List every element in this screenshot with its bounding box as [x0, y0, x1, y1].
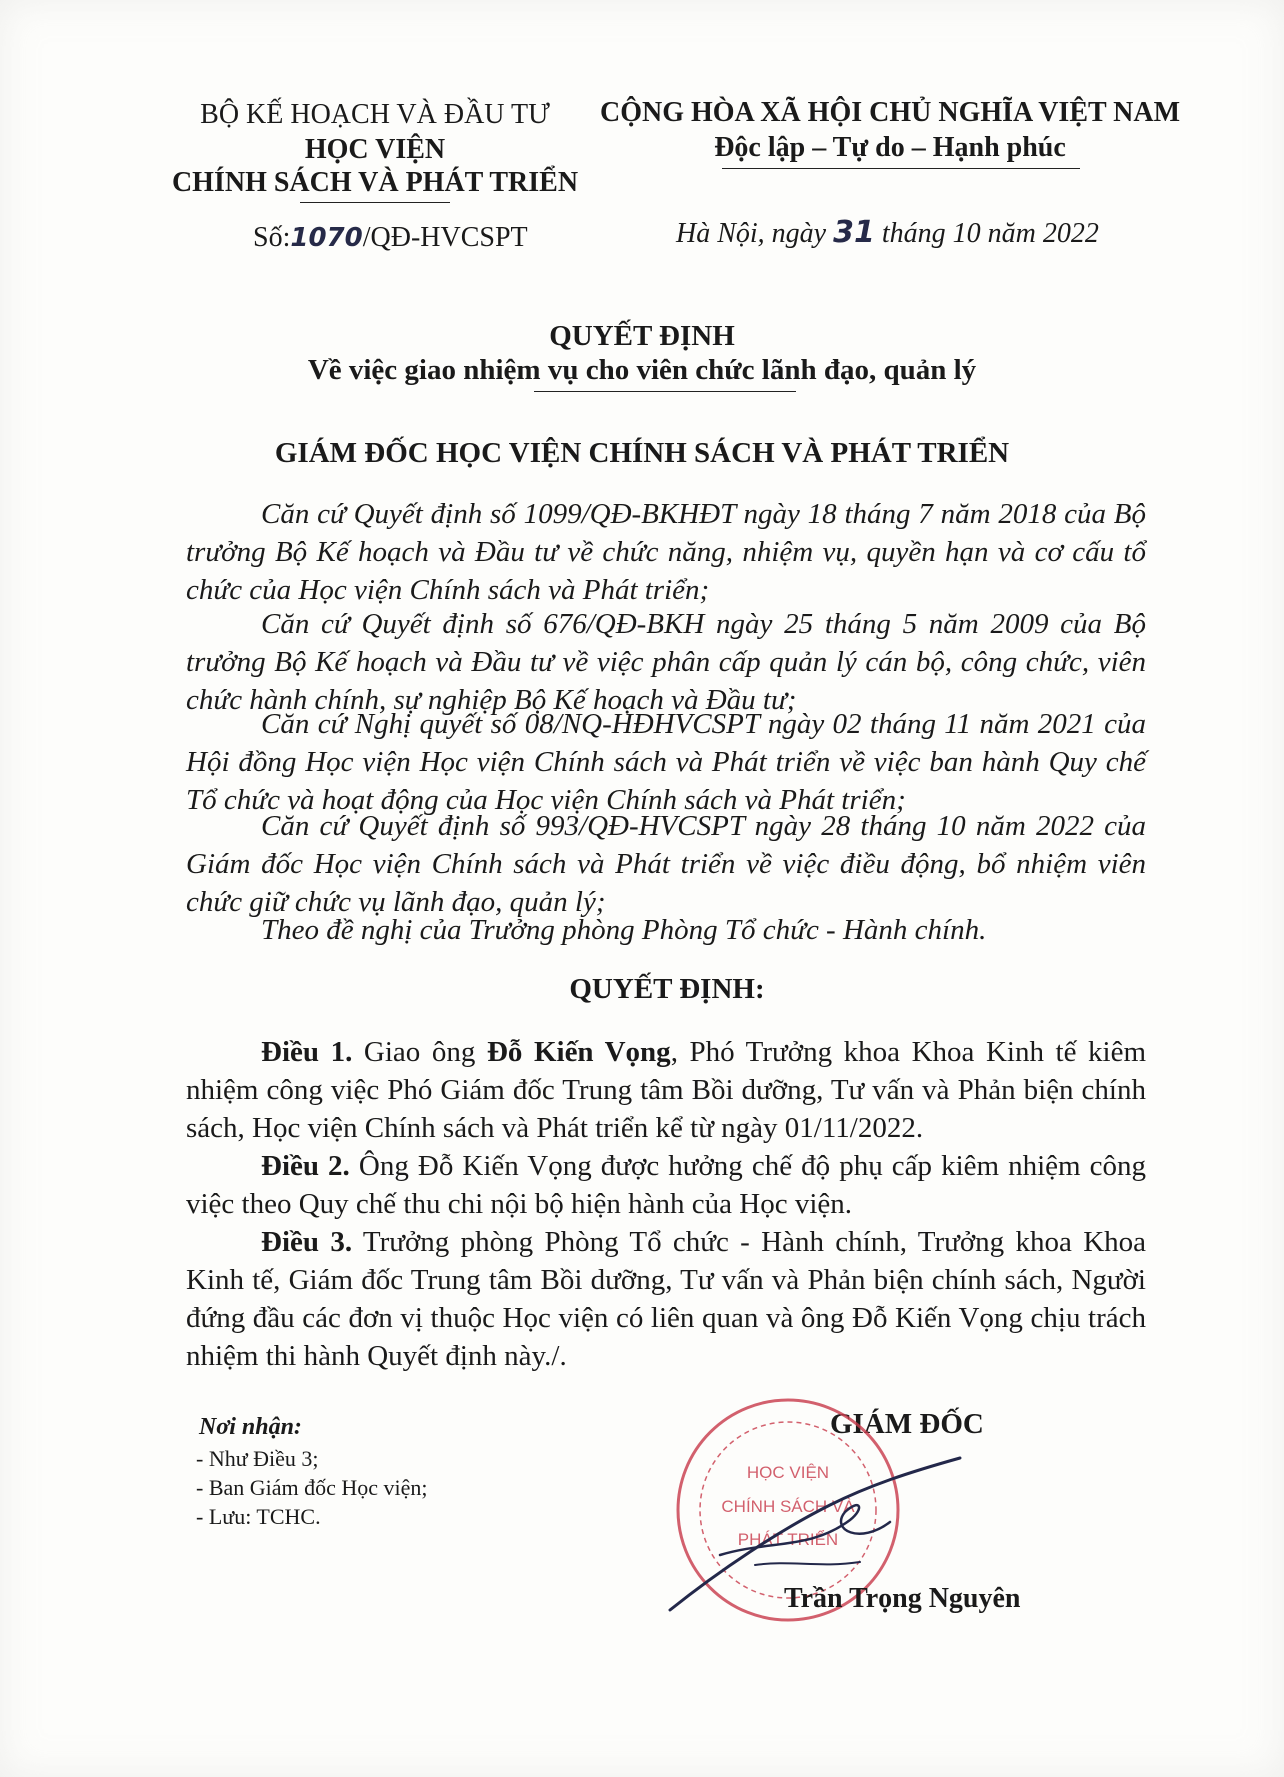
org-name-line1: HỌC VIỆN — [304, 134, 446, 165]
article-2-label: Điều 2. — [261, 1150, 350, 1182]
legal-basis-2: Căn cứ Quyết định số 676/QĐ-BKH ngày 25 tháng 5 năm 2009 của Bộ trưởng Bộ Kế hoạch và Đầu tư về việc phân cấp quản lý cán bộ, công chức, viên chức hành chính, sự nghiệp Bộ Kế hoạch và Đầu tư; — [186, 608, 1146, 716]
article-2: Điều 2. Ông Đỗ Kiến Vọng được hưởng chế độ phụ cấp kiêm nhiệm công việc theo Quy chế thu chi nội bộ hiện hành của Học viện. — [186, 1150, 1147, 1220]
document-subject: Về việc giao nhiệm vụ cho viên chức lãnh đạo, quản lý — [307, 354, 977, 386]
legal-basis-4: Căn cứ Quyết định số 993/QĐ-HVCSPT ngày 28 tháng 10 năm 2022 của Giám đốc Học viện Chính sách và Phát triển về việc điều động, bổ nhiệm viên chức giữ chức vụ lãnh đạo, quản lý; — [186, 810, 1146, 918]
number-suffix: /QĐ-HVCSPT — [362, 222, 528, 253]
article-1: Điều 1. Giao ông Đỗ Kiến Vọng, Phó Trưởng khoa Khoa Kinh tế kiêm nhiệm công việc Phó Giám đốc Trung tâm Bồi dưỡng, Tư vấn và Phản biện chính sách, Học viện Chính sách và Phát triển kể từ ngày 01/11/2022. — [186, 1036, 1147, 1144]
recipient-item: - Như Điều 3; — [196, 1446, 319, 1471]
org-name-line2: CHÍNH SÁCH VÀ PHÁT TRIỂN — [171, 167, 579, 198]
signer-name: Trần Trọng Nguyên — [784, 1583, 1021, 1614]
issuing-authority: GIÁM ĐỐC HỌC VIỆN CHÍNH SÁCH VÀ PHÁT TRIỂN — [274, 437, 1010, 469]
legal-basis-1: Căn cứ Quyết định số 1099/QĐ-BKHĐT ngày 18 tháng 7 năm 2018 của Bộ trưởng Bộ Kế hoạch và Đầu tư về chức năng, nhiệm vụ, quyền hạn và cơ cấu tổ chức của Học viện Chính sách và Phát triển; — [186, 498, 1146, 606]
proposal-line: Theo đề nghị của Trưởng phòng Phòng Tổ chức - Hành chính. — [261, 914, 987, 946]
date-day-handwritten: 31 — [833, 215, 875, 250]
article-3: Điều 3. Trưởng phòng Phòng Tổ chức - Hành chính, Trưởng khoa Khoa Kinh tế, Giám đốc Trung tâm Bồi dưỡng, Tư vấn và Phản biện chính sách, Người đứng đầu các đơn vị thuộc Học viện có liên quan và ông Đỗ Kiến Vọng chịu trách nhiệm thi hành Quyết định này./. — [186, 1226, 1147, 1372]
article-3-label: Điều 3. — [261, 1226, 353, 1258]
article-1-label: Điều 1. — [261, 1036, 353, 1068]
org-underline — [300, 202, 450, 203]
stamp-text-line3: PHÁT TRIỂN — [737, 1530, 839, 1549]
stamp-text-line2: CHÍNH SÁCH VÀ — [721, 1497, 855, 1516]
document-title: QUYẾT ĐỊNH — [549, 320, 735, 352]
ministry-name: BỘ KẾ HOẠCH VÀ ĐẦU TƯ — [200, 99, 550, 130]
country-name: CỘNG HÒA XÃ HỘI CHỦ NGHĨA VIỆT NAM — [600, 97, 1181, 128]
national-motto: Độc lập – Tự do – Hạnh phúc — [714, 132, 1066, 163]
number-handwritten: 1070 — [290, 223, 363, 253]
recipients-label: Nơi nhận: — [199, 1414, 302, 1440]
recipient-item: - Lưu: TCHC. — [196, 1504, 321, 1529]
document-number — [253, 221, 528, 255]
number-label: Số: — [253, 222, 291, 253]
recipient-item: - Ban Giám đốc Học viện; — [196, 1475, 428, 1500]
appointee-name: Đỗ Kiến Vọng — [486, 1036, 671, 1068]
signer-title: GIÁM ĐỐC — [830, 1408, 984, 1440]
subject-underline — [534, 391, 796, 392]
issue-date — [676, 216, 1099, 251]
motto-underline — [722, 168, 1080, 169]
legal-basis-3: Căn cứ Nghị quyết số 08/NQ-HĐHVCSPT ngày 02 tháng 11 năm 2021 của Hội đồng Học viện Học viện Chính sách và Phát triển về việc ban hành Quy chế Tổ chức và hoạt động của Học viện Chính sách và Phát triển; — [186, 708, 1146, 816]
stamp-text-line1: HỌC VIỆN — [746, 1463, 830, 1482]
date-prefix: Hà Nội, ngày — [676, 218, 827, 249]
date-suffix: tháng 10 năm 2022 — [881, 218, 1099, 249]
decision-heading: QUYẾT ĐỊNH: — [569, 973, 765, 1005]
